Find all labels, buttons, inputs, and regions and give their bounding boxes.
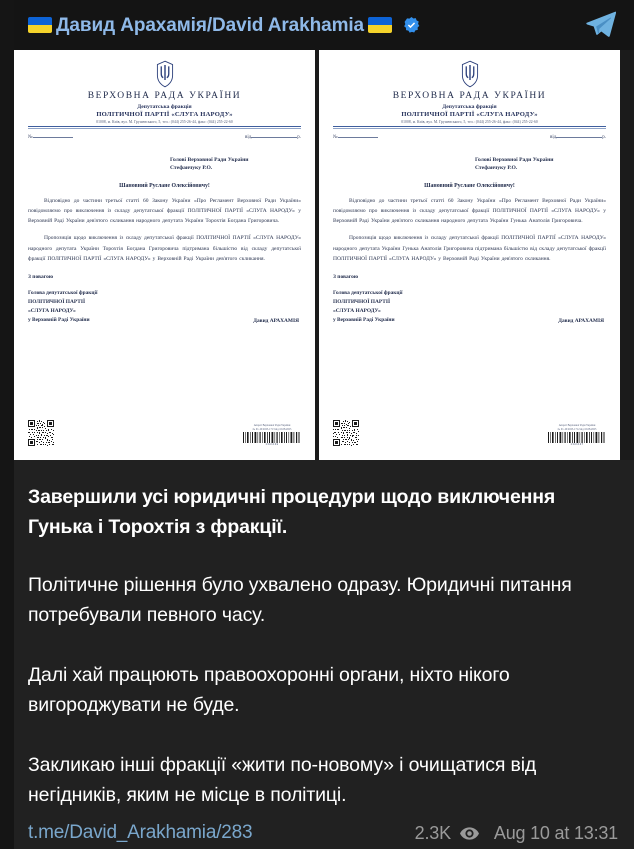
document-footer bbox=[333, 420, 606, 446]
message-paragraph-1: Завершили усі юридичні процедури щодо виключення Гунька і Торохтія з фракції. bbox=[28, 486, 556, 538]
message-paragraph-2: Політичне рішення було ухвалено одразу. Юридичні питання потребували певного часу. bbox=[28, 574, 572, 626]
document-addressee bbox=[333, 156, 606, 173]
barcode-number: 1381197 bbox=[570, 443, 584, 446]
document-subtitle-faction: Депутатська фракція bbox=[137, 104, 192, 110]
stamp-line-2: № 01-10/2025-1712 від 10.08.2025 bbox=[557, 427, 597, 431]
date-label: від bbox=[244, 134, 252, 140]
barcode-number: 1381198 bbox=[265, 443, 279, 446]
signatory-name: Давид АРАХАМІЯ bbox=[558, 318, 604, 325]
document-number-line bbox=[333, 135, 606, 140]
ukraine-flag-icon bbox=[28, 17, 52, 33]
signature-title-2: ПОЛІТИЧНОЇ ПАРТІЇ bbox=[28, 298, 86, 305]
message-paragraph-4: Закликаю інші фракції «жити по-новому» і очищатися від негідників, яким не місце в політиці. bbox=[28, 754, 537, 806]
message-footer bbox=[0, 810, 634, 849]
document-signature-block bbox=[28, 289, 301, 325]
stamp-line-1: Апарат Верховної Ради України bbox=[558, 424, 596, 427]
year-label: р. bbox=[297, 134, 301, 140]
document-greeting: Шановний Руслане Олексійовичу! bbox=[119, 182, 210, 189]
document-addressee bbox=[28, 156, 301, 173]
document-greeting: Шановний Руслане Олексійовичу! bbox=[424, 182, 515, 189]
document-footer bbox=[28, 420, 301, 446]
ukraine-flag-icon bbox=[368, 17, 392, 33]
eye-icon bbox=[460, 827, 479, 840]
document-regards: З повагою bbox=[333, 273, 359, 280]
qr-code-icon bbox=[28, 420, 54, 446]
letterhead-rule bbox=[333, 126, 606, 127]
document-stamp bbox=[243, 424, 301, 446]
document-regards: З повагою bbox=[28, 273, 54, 280]
document-paragraph-1: Відповідно до частини третьої статті 60 Закону України «Про Регламент Верховної Ради України» повідомляємо про виключення із складу депутатської фракції ПОЛІТИЧНОЇ ПАРТІЇ «СЛУГА НАРОДУ» у Верховній Раді України дев'ятого скликання народного депутата України Торохтія Богдана Григоровича. bbox=[28, 197, 301, 225]
signature-title-4: у Верховній Раді України bbox=[28, 316, 90, 323]
signature-title-1: Голова депутатської фракції bbox=[333, 289, 403, 296]
document-scan-torokhtiy[interactable] bbox=[14, 50, 315, 460]
signature-title-2: ПОЛІТИЧНОЇ ПАРТІЇ bbox=[333, 298, 391, 305]
year-label: р. bbox=[602, 134, 606, 140]
document-subtitle-party: ПОЛІТИЧНОЇ ПАРТІЇ «СЛУГА НАРОДУ» bbox=[401, 111, 538, 118]
document-signature-block bbox=[333, 289, 606, 325]
stamp-line-2: № 01-10/2025-1713 від 10.08.2025 bbox=[252, 427, 292, 431]
document-paragraph-2: Пропозиція щодо виключення із складу депутатської фракції ПОЛІТИЧНОЇ ПАРТІЇ «СЛУГА НАРОДУ» народного депутата України Гунька Анатолія Григоровича підтримана більшістю від складу депутатської фракції ПОЛІТИЧНОЇ ПАРТІЇ «СЛУГА НАРОДУ» у Верховній Раді України дев'ятого скликання. bbox=[333, 235, 606, 262]
ukraine-coat-of-arms-icon bbox=[459, 60, 481, 88]
message-body bbox=[0, 460, 634, 810]
barcode-icon bbox=[243, 432, 301, 443]
barcode-icon bbox=[548, 432, 606, 443]
document-organization: ВЕРХОВНА РАДА УКРАЇНИ bbox=[392, 91, 547, 101]
date-label: від bbox=[549, 134, 557, 140]
view-count: 2.3K bbox=[414, 822, 451, 843]
signature-title-4: у Верховній Раді України bbox=[333, 316, 395, 323]
ukraine-coat-of-arms-icon bbox=[154, 60, 176, 88]
signatory-name: Давид АРАХАМІЯ bbox=[253, 318, 299, 325]
verified-badge-icon bbox=[402, 16, 421, 35]
document-number-line bbox=[28, 135, 301, 140]
document-address: 01008, м. Київ, вул. М. Грушевського, 5, тел.: (044) 255-26-44, факс: (044) 255-22-60 bbox=[96, 120, 233, 124]
channel-name: Давид Арахамія/David Arakhamia bbox=[56, 14, 365, 36]
letterhead-rule bbox=[28, 126, 301, 127]
number-label: № bbox=[28, 134, 33, 140]
message-paragraph-3: Далі хай працюють правоохоронні органи, ніхто нікого вигороджувати не буде. bbox=[28, 664, 510, 716]
document-subtitle-party: ПОЛІТИЧНОЇ ПАРТІЇ «СЛУГА НАРОДУ» bbox=[96, 111, 233, 118]
telegram-logo-icon bbox=[586, 11, 616, 39]
signature-title-3: «СЛУГА НАРОДУ» bbox=[28, 307, 76, 314]
letterhead-rule-thin bbox=[333, 128, 606, 129]
signature-title-3: «СЛУГА НАРОДУ» bbox=[333, 307, 381, 314]
attached-document-images[interactable] bbox=[0, 50, 634, 460]
document-subtitle-faction: Депутатська фракція bbox=[442, 104, 497, 110]
document-stamp bbox=[548, 424, 606, 446]
addressee-line-1: Голові Верховної Ради України bbox=[169, 156, 249, 163]
addressee-line-2: Стефанчуку Р.О. bbox=[474, 165, 518, 172]
letterhead-rule-thin bbox=[28, 128, 301, 129]
number-label: № bbox=[333, 134, 338, 140]
post-permalink[interactable]: t.me/David_Arakhamia/283 bbox=[28, 822, 253, 843]
message-meta bbox=[415, 823, 618, 844]
document-address: 01008, м. Київ, вул. М. Грушевського, 5, тел.: (044) 255-26-44, факс: (044) 255-22-60 bbox=[401, 120, 538, 124]
channel-header bbox=[0, 0, 634, 50]
signature-title-1: Голова депутатської фракції bbox=[28, 289, 98, 296]
qr-code-icon bbox=[333, 420, 359, 446]
document-paragraph-1: Відповідно до частини третьої статті 60 Закону України «Про Регламент Верховної Ради України» повідомляємо про виключення із складу депутатської фракції ПОЛІТИЧНОЇ ПАРТІЇ «СЛУГА НАРОДУ» у Верховній Раді України дев'ятого скликання народного депутата України Гунька Анатолія Григоровича. bbox=[333, 197, 606, 225]
document-organization: ВЕРХОВНА РАДА УКРАЇНИ bbox=[87, 91, 242, 101]
addressee-line-1: Голові Верховної Ради України bbox=[474, 156, 554, 163]
channel-title-group[interactable] bbox=[28, 16, 421, 35]
document-scan-hunko[interactable] bbox=[319, 50, 620, 460]
post-timestamp: Aug 10 at 13:31 bbox=[493, 822, 618, 843]
addressee-line-2: Стефанчуку Р.О. bbox=[169, 165, 213, 172]
document-paragraph-2: Пропозиція щодо виключення із складу депутатської фракції ПОЛІТИЧНОЇ ПАРТІЇ «СЛУГА НАРОДУ» народного депутата України Торохтія Богдана Григоровича підтримана більшістю від складу депутатської фракції ПОЛІТИЧНОЇ ПАРТІЇ «СЛУГА НАРОДУ» у Верховній Раді України дев'ятого скликання. bbox=[28, 235, 301, 262]
stamp-line-1: Апарат Верховної Ради України bbox=[253, 424, 291, 427]
